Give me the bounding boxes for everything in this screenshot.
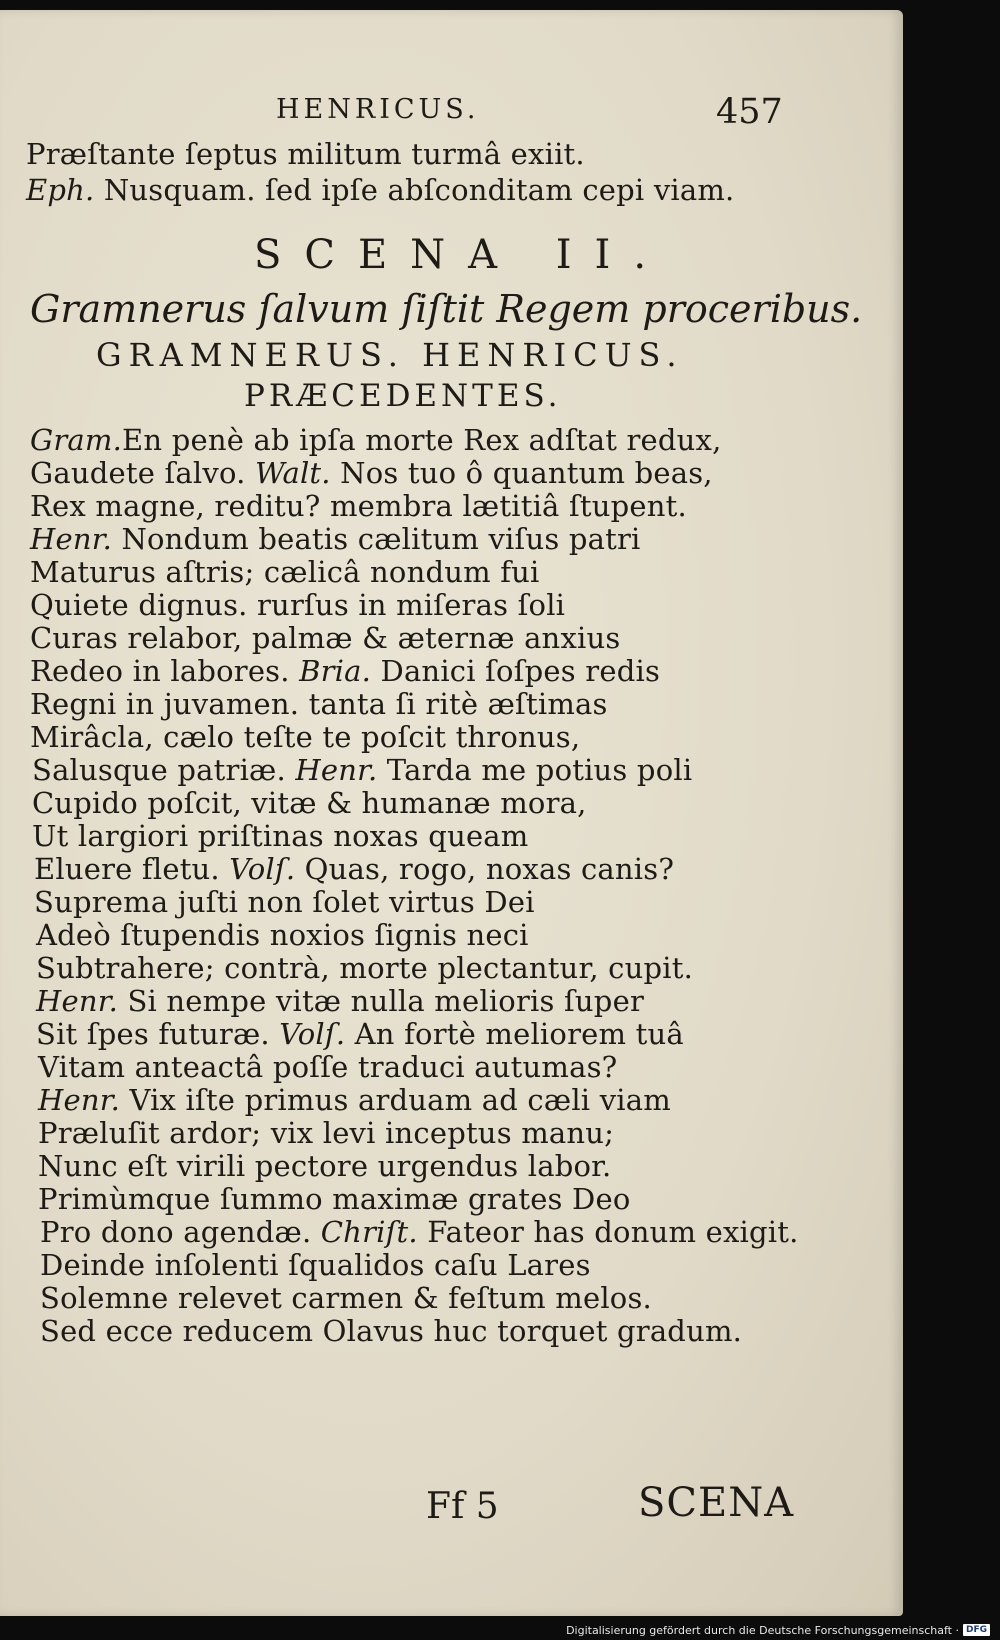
dfg-logo: DFG — [963, 1624, 990, 1636]
line-text: En penè ab ipſa morte Rex adſtat redux, — [122, 423, 722, 457]
verse-line — [30, 522, 640, 556]
cast-list: GRAMNERUS. HENRICUS. — [96, 336, 684, 374]
line-text: Fateor has donum exigit. — [417, 1215, 799, 1249]
line-text: Pro dono agendæ. — [40, 1215, 321, 1249]
text-line — [26, 137, 585, 171]
scene-title: SCENA II. — [253, 232, 670, 278]
line-text: Quas, rogo, noxas canis? — [295, 852, 675, 886]
line-text: Vitam anteactâ poſſe traduci autumas? — [38, 1050, 618, 1084]
verse-line — [34, 852, 674, 886]
cast-list-continued: PRÆCEDENTES. — [244, 378, 562, 414]
speaker-label: Walt. — [254, 456, 331, 490]
running-title: HENRICUS. — [276, 94, 480, 125]
line-text: Curas relabor, palmæ & æternæ anxius — [30, 621, 621, 655]
verse-line — [40, 1215, 799, 1249]
verse-line — [36, 918, 529, 952]
line-text: Danici ſoſpes redis — [371, 654, 661, 688]
verse-line — [40, 1248, 591, 1282]
line-text: Sed ecce reducem Olavus huc torquet gradum. — [40, 1314, 743, 1348]
credit-text: Digitalisierung gefördert durch die Deutsche Forschungsgemeinschaft · — [566, 1623, 959, 1637]
speaker-label: Bria. — [299, 654, 372, 688]
catchword: SCENA — [638, 1480, 795, 1526]
speaker-label: Henr. — [295, 753, 378, 787]
line-text: Cupido poſcit, vitæ & humanæ mora, — [32, 786, 587, 820]
line-text: Salusque patriæ. — [32, 753, 296, 787]
line-text: An fortè meliorem tuâ — [345, 1017, 684, 1051]
line-text: Nusquam. ſed ipſe abſconditam cepi viam. — [94, 173, 735, 207]
line-text: Subtrahere; contrà, morte plectantur, cupit. — [36, 951, 693, 985]
signature-mark: Ff 5 — [426, 1486, 499, 1527]
verse-line — [30, 489, 687, 523]
line-text: Mirâcla, cælo teſte te poſcit thronus, — [30, 720, 581, 754]
line-text: Ut largiori priſtinas noxas queam — [32, 819, 529, 853]
line-text: Redeo in labores. — [30, 654, 300, 688]
speaker-label: Eph. — [26, 173, 95, 207]
scene-subtitle: Gramnerus ſalvum ſiſtit Regem proceribus. — [30, 287, 863, 331]
line-text: Gaudete ſalvo. — [30, 456, 255, 490]
verse-line — [32, 753, 692, 787]
line-text: Si nempe vitæ nulla melioris ſuper — [118, 984, 645, 1018]
verse-line — [36, 1017, 684, 1051]
speaker-label: Chriſt. — [320, 1215, 418, 1249]
verse-line — [34, 885, 535, 919]
text-line — [26, 173, 734, 207]
line-text: Præſtante ſeptus militum turmâ exiit. — [26, 137, 585, 171]
line-text: Vix iſte primus arduam ad cæli viam — [120, 1083, 671, 1117]
verse-line — [30, 588, 565, 622]
line-text: Suprema juſti non ſolet virtus Dei — [34, 885, 535, 919]
verse-line — [40, 1314, 742, 1348]
verse-line — [38, 1050, 617, 1084]
line-text: Tarda me potius poli — [377, 753, 693, 787]
verse-line — [38, 1182, 631, 1216]
verse-line — [40, 1281, 652, 1315]
line-text: Deinde inſolenti ſqualidos caſu Lares — [40, 1248, 591, 1282]
line-text: Quiete dignus. rurſus in miſeras ſoli — [30, 588, 566, 622]
speaker-label: Volſ. — [229, 852, 296, 886]
verse-line — [32, 786, 587, 820]
line-text: Solemne relevet carmen & feſtum melos. — [40, 1281, 652, 1315]
line-text: Præluſit ardor; vix levi inceptus manu; — [38, 1116, 615, 1150]
line-text: Rex magne, reditu? membra lætitiâ ſtupent. — [30, 489, 687, 523]
line-text: Nunc eſt virili pectore urgendus labor. — [38, 1149, 612, 1183]
speaker-label: Volſ. — [279, 1017, 346, 1051]
line-text: Sit ſpes futuræ. — [36, 1017, 280, 1051]
line-text: Primùmque ſummo maximæ grates Deo — [38, 1182, 631, 1216]
book-page — [0, 10, 903, 1616]
digitization-credit — [566, 1620, 990, 1640]
line-text: Nondum beatis cælitum viſus patri — [112, 522, 641, 556]
page-number: 457 — [716, 92, 783, 132]
verse-line — [36, 951, 693, 985]
verse-line — [30, 720, 580, 754]
verse-line — [30, 555, 540, 589]
verse-line — [30, 687, 608, 721]
verse-line — [30, 456, 713, 490]
line-text: Eluere fletu. — [34, 852, 230, 886]
verse-line — [30, 654, 660, 688]
verse-line — [38, 1083, 671, 1117]
line-text: Adeò ſtupendis noxios ſignis neci — [36, 918, 529, 952]
speaker-label: Gram. — [30, 423, 123, 457]
verse-line — [36, 984, 644, 1018]
speaker-label: Henr. — [30, 522, 113, 556]
verse-line — [38, 1149, 611, 1183]
line-text: Maturus aſtris; cælicâ nondum fui — [30, 555, 540, 589]
verse-line — [32, 819, 529, 853]
verse-line — [30, 423, 722, 457]
speaker-label: Henr. — [36, 984, 119, 1018]
verse-line — [30, 621, 620, 655]
speaker-label: Henr. — [38, 1083, 121, 1117]
line-text: Nos tuo ô quantum beas, — [330, 456, 713, 490]
verse-line — [38, 1116, 614, 1150]
line-text: Regni in juvamen. tanta ſi ritè æſtimas — [30, 687, 608, 721]
